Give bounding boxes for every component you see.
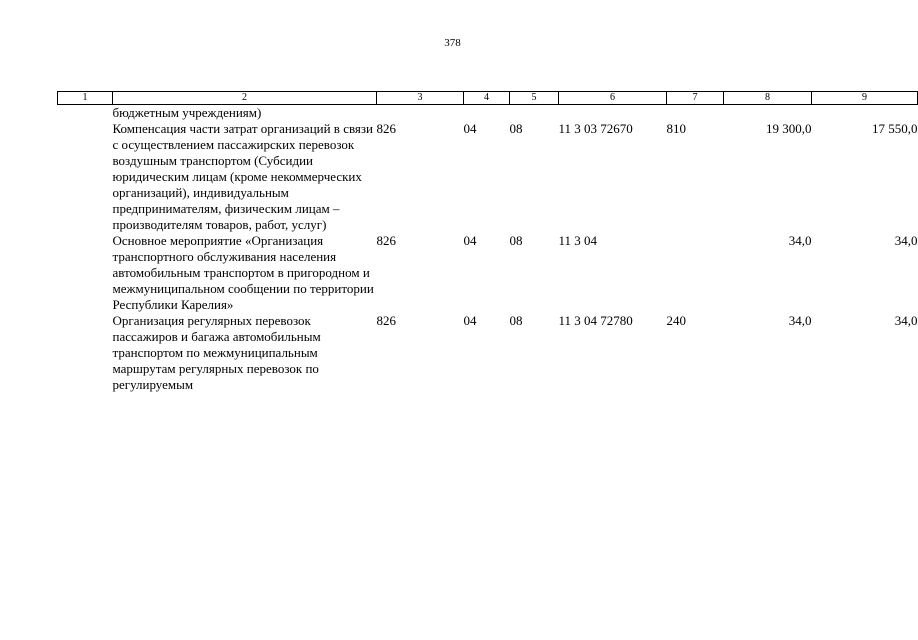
- row-expense-type: 810: [666, 121, 686, 136]
- row-admin-code: 826: [376, 121, 396, 136]
- row-amount-col9: 17 550,0: [872, 121, 918, 136]
- row-expense-type: 240: [666, 313, 686, 328]
- column-number-6: 6: [559, 92, 667, 105]
- row-amount-col9: 34,0: [894, 313, 918, 328]
- column-number-5: 5: [510, 92, 559, 105]
- row-amount-col8: 34,0: [788, 233, 812, 248]
- table-row: [58, 121, 918, 233]
- row-admin-code: 826: [376, 313, 396, 328]
- row-amount-col8: 19 300,0: [766, 121, 812, 136]
- row-target-article: 11 3 03 72670: [558, 121, 633, 136]
- row-expense-type: [667, 233, 724, 313]
- row-target-article: 11 3 04: [558, 233, 598, 248]
- row-description: Основное мероприятие «Организация транспортного обслуживания населения автомобильным транспортом в пригородном и межмуниципальном сообщении по территории Республики Карелия»: [112, 233, 374, 312]
- row-section-code: 04: [463, 313, 477, 328]
- column-number-4: 4: [464, 92, 510, 105]
- row-description: Компенсация части затрат организаций в связи с осуществлением пассажирских перевозок воздушным транспортом (Субсидии юридическим лицам (кроме некоммерческих организаций), индивидуальным предпринимателям, физическим лицам – производителям товаров, работ, услуг): [112, 121, 374, 232]
- column-number-3: 3: [377, 92, 464, 105]
- budget-table-container: [57, 91, 918, 393]
- column-number-2: 2: [113, 92, 377, 105]
- row-amount-col9: 34,0: [894, 233, 918, 248]
- row-section-code: 04: [463, 233, 477, 248]
- row-description: Организация регулярных перевозок пассажиров и багажа автомобильным транспортом по межмуниципальным маршрутам регулярных перевозок по регулируемым: [112, 313, 321, 392]
- column-number-row: [58, 92, 918, 105]
- column-number-1: 1: [58, 92, 113, 105]
- budget-table: [57, 91, 918, 393]
- column-number-8: 8: [724, 92, 812, 105]
- row-target-article: 11 3 04 72780: [558, 313, 633, 328]
- continuation-row: [58, 105, 918, 122]
- row-subsection-code: 08: [509, 121, 523, 136]
- row-section-code: 04: [463, 121, 477, 136]
- table-row: [58, 233, 918, 313]
- page-number: 378: [444, 37, 461, 49]
- column-number-7: 7: [667, 92, 724, 105]
- row-subsection-code: 08: [509, 233, 523, 248]
- table-row: [58, 313, 918, 393]
- column-number-9: 9: [812, 92, 918, 105]
- row-admin-code: 826: [376, 233, 396, 248]
- continuation-text: бюджетным учреждениям): [112, 105, 262, 120]
- row-subsection-code: 08: [509, 313, 523, 328]
- row-amount-col8: 34,0: [788, 313, 812, 328]
